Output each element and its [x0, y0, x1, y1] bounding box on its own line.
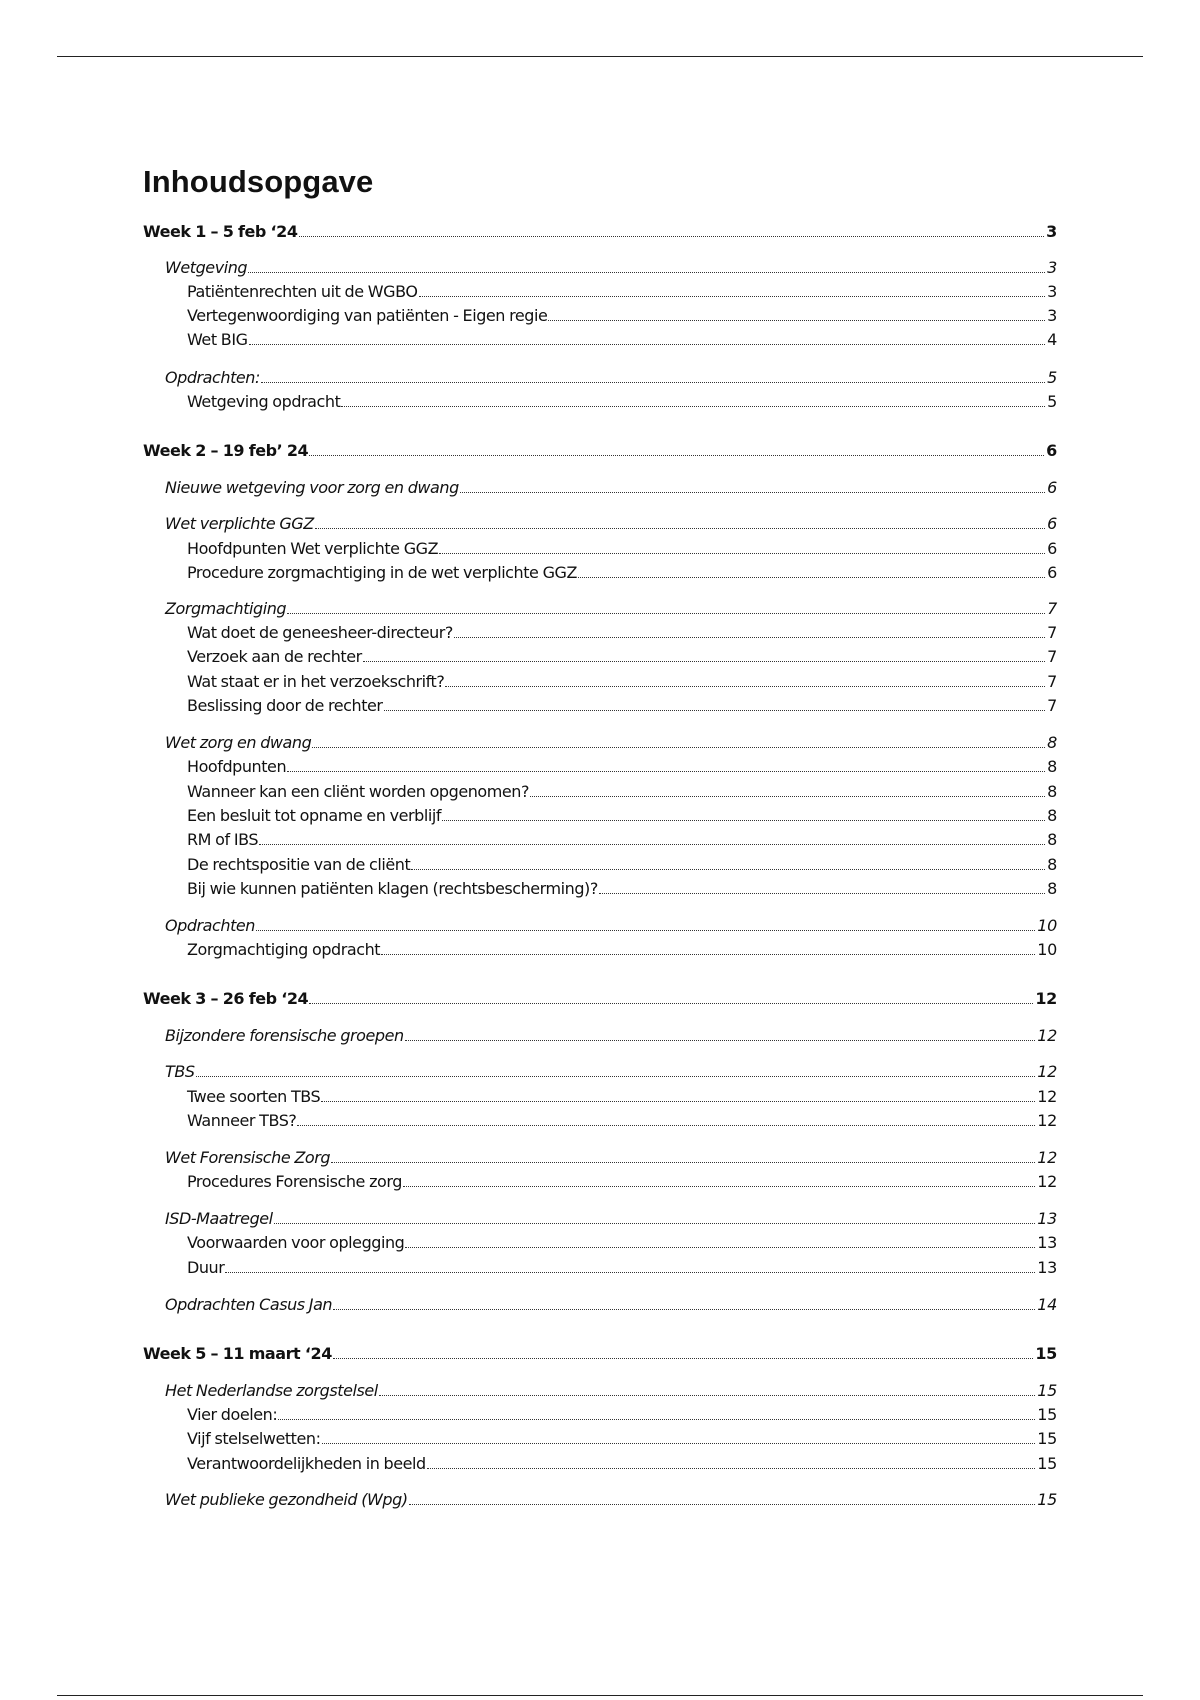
toc-entry-text: Opdrachten	[165, 916, 255, 935]
toc-title: Inhoudsopgave	[143, 164, 374, 199]
toc-entry-text: Wetgeving	[165, 258, 248, 277]
toc-page-number: 5	[1047, 368, 1057, 387]
dot-leader	[312, 747, 1045, 748]
toc-page-number: 6	[1047, 478, 1057, 497]
toc-page-number: 15	[1037, 1381, 1057, 1400]
dot-leader	[331, 1162, 1035, 1163]
toc-page-number: 8	[1047, 879, 1057, 898]
toc-entry-week[interactable]	[143, 988, 1057, 1010]
toc-entry-text: Nieuwe wetgeving voor zorg en dwang	[165, 478, 459, 497]
toc-entry-section[interactable]	[165, 732, 1057, 754]
toc-entry-subsection[interactable]	[187, 1257, 1057, 1279]
toc-entry-subsection[interactable]	[187, 1453, 1057, 1475]
toc-entry-subsection[interactable]	[187, 562, 1057, 584]
toc-entry-text: Opdrachten Casus Jan	[165, 1295, 333, 1314]
toc-entry-text: Hoofdpunten Wet verplichte GGZ	[187, 539, 439, 558]
dot-leader	[411, 869, 1045, 870]
dot-leader	[322, 1443, 1036, 1444]
toc-entry-section[interactable]	[165, 1061, 1057, 1083]
toc-entry-subsection[interactable]	[187, 646, 1057, 668]
toc-entry-section[interactable]	[165, 513, 1057, 535]
dot-leader	[578, 577, 1045, 578]
toc-entry-subsection[interactable]	[187, 538, 1057, 560]
toc-page-number: 8	[1047, 806, 1057, 825]
toc-entry-subsection[interactable]	[187, 805, 1057, 827]
toc-entry-text: Zorgmachtiging	[165, 599, 287, 618]
toc-entry-section[interactable]	[165, 1380, 1057, 1402]
toc-entry-section[interactable]	[165, 477, 1057, 499]
toc-page-number: 12	[1037, 1062, 1057, 1081]
dot-leader	[333, 1358, 1033, 1359]
toc-entry-text: Wet publieke gezondheid (Wpg)	[165, 1490, 408, 1509]
toc-entry-text: Procedures Forensische zorg	[187, 1172, 402, 1191]
toc-entry-text: Vier doelen:	[187, 1405, 278, 1424]
dot-leader	[460, 492, 1045, 493]
toc-entry-subsection[interactable]	[187, 829, 1057, 851]
toc-page-number: 13	[1037, 1233, 1057, 1252]
dot-leader	[405, 1040, 1036, 1041]
toc-page-number: 13	[1037, 1258, 1057, 1277]
toc-page-number: 6	[1047, 563, 1057, 582]
toc-entry-text: Bij wie kunnen patiënten klagen (rechtsbescherming)?	[187, 879, 598, 898]
dot-leader	[333, 1309, 1035, 1310]
toc-entry-subsection[interactable]	[187, 756, 1057, 778]
toc-entry-text: Opdrachten:	[165, 368, 260, 387]
toc-page-number: 8	[1047, 855, 1057, 874]
toc-entry-text: Beslissing door de rechter	[187, 696, 383, 715]
dot-leader	[196, 1076, 1036, 1077]
toc-page-number: 12	[1035, 989, 1057, 1008]
toc-entry-subsection[interactable]	[187, 781, 1057, 803]
dot-leader	[405, 1247, 1035, 1248]
toc-entry-text: Wanneer TBS?	[187, 1111, 297, 1130]
toc-page-number: 12	[1037, 1148, 1057, 1167]
dot-leader	[599, 893, 1045, 894]
dot-leader	[419, 296, 1046, 297]
dot-leader	[321, 1101, 1035, 1102]
toc-entry-text: Vijf stelselwetten:	[187, 1429, 321, 1448]
dot-leader	[381, 954, 1035, 955]
toc-page-number: 6	[1046, 441, 1057, 460]
toc-entry-text: Wat doet de geneesheer-directeur?	[187, 623, 453, 642]
toc-entry-section[interactable]	[165, 915, 1057, 937]
toc-entry-text: Patiëntenrechten uit de WGBO	[187, 282, 418, 301]
toc-page-number: 14	[1037, 1295, 1057, 1314]
toc-entry-subsection[interactable]	[187, 671, 1057, 693]
toc-entry-text: Week 5 – 11 maart ‘24	[143, 1344, 332, 1363]
dot-leader	[248, 272, 1045, 273]
toc-entry-section[interactable]	[165, 1208, 1057, 1230]
dot-leader	[261, 382, 1045, 383]
toc-page-number: 10	[1037, 916, 1057, 935]
dot-leader	[225, 1272, 1035, 1273]
dot-leader	[442, 820, 1045, 821]
toc-entry-week[interactable]	[143, 440, 1057, 462]
toc-entry-subsection[interactable]	[187, 1171, 1057, 1193]
toc-entry-text: Wet Forensische Zorg	[165, 1148, 331, 1167]
dot-leader	[530, 796, 1045, 797]
toc-entry-text: TBS	[165, 1062, 195, 1081]
toc-entry-week[interactable]	[143, 221, 1057, 243]
toc-page-number: 12	[1037, 1087, 1057, 1106]
toc-entry-subsection[interactable]	[187, 878, 1057, 900]
dot-leader	[278, 1419, 1035, 1420]
toc-entry-text: Week 3 – 26 feb ‘24	[143, 989, 309, 1008]
toc-page-number: 6	[1047, 514, 1057, 533]
toc-entry-text: Een besluit tot opname en verblijf	[187, 806, 442, 825]
toc-entry-subsection[interactable]	[187, 1110, 1057, 1132]
toc-entry-text: Wet BIG	[187, 330, 248, 349]
toc-entry-section[interactable]	[165, 257, 1057, 279]
toc-entry-text: Wanneer kan een cliënt worden opgenomen?	[187, 782, 530, 801]
footer-rule	[57, 1695, 1143, 1696]
toc-entry-section[interactable]	[165, 1147, 1057, 1169]
toc-entry-subsection[interactable]	[187, 281, 1057, 303]
toc-entry-text: Procedure zorgmachtiging in de wet verplichte GGZ	[187, 563, 577, 582]
dot-leader	[299, 236, 1045, 237]
dot-leader	[256, 930, 1035, 931]
toc-page-number: 6	[1047, 539, 1057, 558]
toc-entry-subsection[interactable]	[187, 939, 1057, 961]
toc-page-number: 10	[1037, 940, 1057, 959]
toc-entry-week[interactable]	[143, 1343, 1057, 1365]
toc-page-number: 15	[1035, 1344, 1057, 1363]
toc-entry-subsection[interactable]	[187, 305, 1057, 327]
toc-entry-text: Zorgmachtiging opdracht	[187, 940, 381, 959]
toc-entry-text: Verzoek aan de rechter	[187, 647, 362, 666]
dot-leader	[341, 406, 1045, 407]
dot-leader	[454, 637, 1045, 638]
dot-leader	[409, 1504, 1036, 1505]
dot-leader	[274, 1223, 1036, 1224]
toc-page-number: 8	[1047, 757, 1057, 776]
toc-page-number: 7	[1047, 623, 1057, 642]
toc-entry-text: RM of IBS	[187, 830, 259, 849]
dot-leader	[427, 1468, 1035, 1469]
toc-page-number: 3	[1046, 222, 1057, 241]
toc-page-number: 7	[1047, 672, 1057, 691]
toc-entry-text: Duur	[187, 1258, 225, 1277]
dot-leader	[287, 613, 1045, 614]
toc-entry-subsection[interactable]	[187, 622, 1057, 644]
toc-page-number: 3	[1047, 282, 1057, 301]
toc-page-number: 4	[1047, 330, 1057, 349]
toc-page-number: 12	[1037, 1111, 1057, 1130]
toc-page-number: 15	[1037, 1429, 1057, 1448]
toc-entry-text: ISD-Maatregel	[165, 1209, 273, 1228]
toc-page-number: 15	[1037, 1405, 1057, 1424]
dot-leader	[297, 1125, 1035, 1126]
dot-leader	[363, 661, 1045, 662]
toc-entry-section[interactable]	[165, 598, 1057, 620]
toc-page-number: 8	[1047, 830, 1057, 849]
toc-page-number: 8	[1047, 782, 1057, 801]
dot-leader	[309, 455, 1044, 456]
toc-entry-text: De rechtspositie van de cliënt	[187, 855, 411, 874]
toc-entry-subsection[interactable]	[187, 1428, 1057, 1450]
toc-page-number: 13	[1037, 1209, 1057, 1228]
toc-page-number: 15	[1037, 1490, 1057, 1509]
toc-entry-text: Wet zorg en dwang	[165, 733, 312, 752]
toc-entry-text: Het Nederlandse zorgstelsel	[165, 1381, 378, 1400]
toc-entry-subsection[interactable]	[187, 1232, 1057, 1254]
dot-leader	[315, 528, 1045, 529]
dot-leader	[249, 344, 1046, 345]
toc-entry-text: Wetgeving opdracht	[187, 392, 341, 411]
toc-entry-subsection[interactable]	[187, 695, 1057, 717]
dot-leader	[259, 844, 1045, 845]
toc-entry-text: Bijzondere forensische groepen	[165, 1026, 404, 1045]
dot-leader	[384, 710, 1046, 711]
toc-page-number: 12	[1037, 1026, 1057, 1045]
toc-entry-text: Twee soorten TBS	[187, 1087, 321, 1106]
dot-leader	[309, 1003, 1033, 1004]
toc-page-number: 3	[1047, 258, 1057, 277]
dot-leader	[439, 553, 1045, 554]
toc-entry-subsection[interactable]	[187, 1086, 1057, 1108]
toc-entry-text: Wat staat er in het verzoekschrift?	[187, 672, 445, 691]
toc-entry-text: Voorwaarden voor oplegging	[187, 1233, 405, 1252]
toc-page-number: 5	[1047, 392, 1057, 411]
toc-entry-text: Wet verplichte GGZ	[165, 514, 314, 533]
toc-entry-text: Week 2 – 19 feb’ 24	[143, 441, 309, 460]
dot-leader	[403, 1186, 1035, 1187]
toc-page-number: 3	[1047, 306, 1057, 325]
toc-entry-section[interactable]	[165, 1025, 1057, 1047]
toc-entry-text: Verantwoordelijkheden in beeld	[187, 1454, 426, 1473]
dot-leader	[445, 686, 1045, 687]
toc-entry-section[interactable]	[165, 1294, 1057, 1316]
toc-entry-section[interactable]	[165, 1489, 1057, 1511]
toc-entry-section[interactable]	[165, 367, 1057, 389]
dot-leader	[287, 771, 1045, 772]
toc-entry-subsection[interactable]	[187, 854, 1057, 876]
toc-entry-text: Vertegenwoordiging van patiënten - Eigen regie	[187, 306, 548, 325]
toc-page-number: 7	[1047, 696, 1057, 715]
toc-entry-subsection[interactable]	[187, 1404, 1057, 1426]
toc-page-number: 12	[1037, 1172, 1057, 1191]
toc-entry-subsection[interactable]	[187, 329, 1057, 351]
toc-page-number: 7	[1047, 647, 1057, 666]
dot-leader	[379, 1395, 1036, 1396]
toc-entry-text: Hoofdpunten	[187, 757, 287, 776]
dot-leader	[548, 320, 1045, 321]
toc-entry-subsection[interactable]	[187, 391, 1057, 413]
toc-entry-text: Week 1 – 5 feb ‘24	[143, 222, 298, 241]
toc-page-number: 15	[1037, 1454, 1057, 1473]
toc-page-number: 7	[1047, 599, 1057, 618]
toc-page-number: 8	[1047, 733, 1057, 752]
